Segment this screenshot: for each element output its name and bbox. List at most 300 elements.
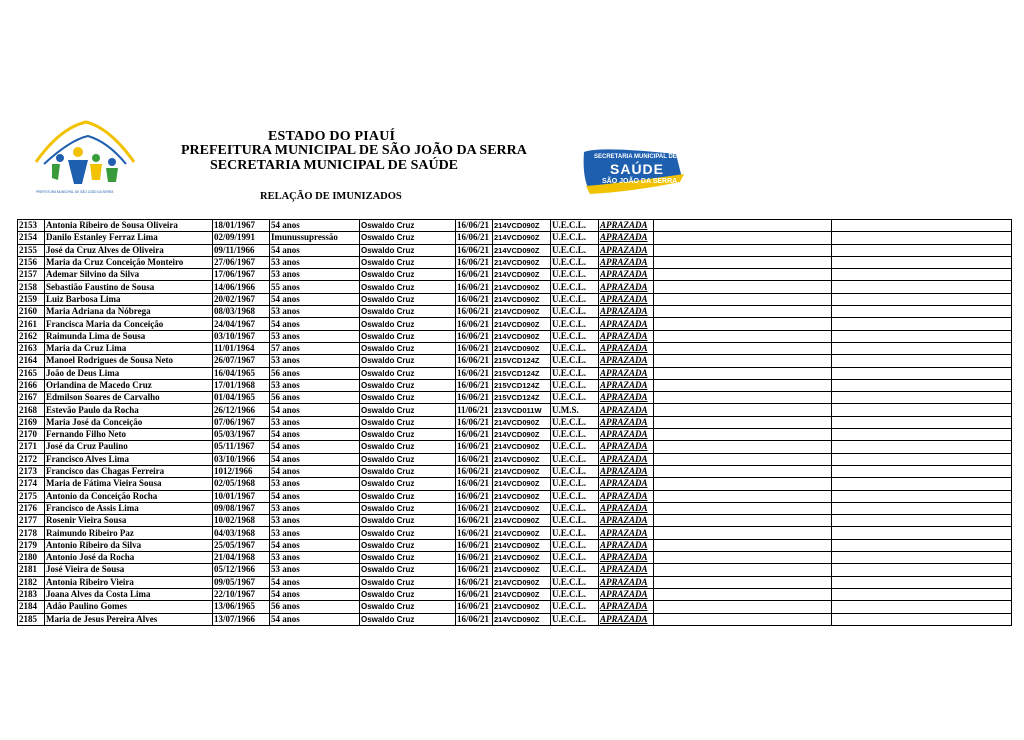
birth-date: 24/04/1967: [213, 318, 270, 330]
empty-cell: [654, 318, 832, 330]
age-group: 57 anos: [270, 342, 360, 354]
vaccination-site: Oswaldo Cruz: [360, 502, 456, 514]
empty-cell: [832, 342, 1012, 354]
row-number: 2161: [18, 318, 45, 330]
patient-name: Maria da Cruz Conceição Monteiro: [45, 256, 213, 268]
health-unit: U.E.C.L.: [551, 552, 599, 564]
empty-cell: [832, 441, 1012, 453]
vaccination-date: 16/06/21: [456, 416, 493, 428]
age-group: 53 anos: [270, 330, 360, 342]
row-number: 2174: [18, 478, 45, 490]
birth-date: 26/12/1966: [213, 404, 270, 416]
patient-name: Maria de Fátima Vieira Sousa: [45, 478, 213, 490]
row-number: 2185: [18, 613, 45, 625]
table-row: [18, 527, 1012, 539]
vaccine-lot: 214VCD090Z: [493, 232, 551, 244]
health-unit: U.E.C.L.: [551, 588, 599, 600]
age-group: 54 anos: [270, 490, 360, 502]
empty-cell: [832, 392, 1012, 404]
prefeitura-logo-icon: [30, 118, 142, 198]
age-group: 54 anos: [270, 539, 360, 551]
status-label: APRAZADA: [599, 601, 654, 613]
patient-name: Edmilson Soares de Carvalho: [45, 392, 213, 404]
age-group: 54 anos: [270, 441, 360, 453]
table-row: [18, 588, 1012, 600]
header-relacao: RELAÇÃO DE IMUNIZADOS: [260, 191, 402, 202]
vaccination-date: 16/06/21: [456, 588, 493, 600]
status-label: APRAZADA: [599, 527, 654, 539]
health-unit: U.E.C.L.: [551, 379, 599, 391]
vaccination-site: Oswaldo Cruz: [360, 588, 456, 600]
table-row: [18, 256, 1012, 268]
table-row: [18, 367, 1012, 379]
vaccination-site: Oswaldo Cruz: [360, 318, 456, 330]
patient-name: Antonio da Conceição Rocha: [45, 490, 213, 502]
patient-name: Manoel Rodrigues de Sousa Neto: [45, 355, 213, 367]
vaccination-date: 16/06/21: [456, 232, 493, 244]
age-group: 53 anos: [270, 527, 360, 539]
table-row: [18, 465, 1012, 477]
status-label: APRAZADA: [599, 453, 654, 465]
imunizados-table: [17, 219, 1012, 626]
header-prefeitura: PREFEITURA MUNICIPAL DE SÃO JOÃO DA SERRA: [181, 143, 527, 158]
vaccination-date: 16/06/21: [456, 490, 493, 502]
age-group: 53 anos: [270, 355, 360, 367]
birth-date: 1012/1966: [213, 465, 270, 477]
empty-cell: [832, 588, 1012, 600]
vaccination-date: 16/06/21: [456, 515, 493, 527]
status-label: APRAZADA: [599, 613, 654, 625]
age-group: 55 anos: [270, 281, 360, 293]
empty-cell: [654, 404, 832, 416]
vaccine-lot: 213VCD011W: [493, 404, 551, 416]
patient-name: Rosenir Vieira Sousa: [45, 515, 213, 527]
vaccine-lot: 215VCD124Z: [493, 392, 551, 404]
patient-name: Estevão Paulo da Rocha: [45, 404, 213, 416]
patient-name: João de Deus Lima: [45, 367, 213, 379]
vaccination-site: Oswaldo Cruz: [360, 256, 456, 268]
table-row: [18, 613, 1012, 625]
health-unit: U.E.C.L.: [551, 244, 599, 256]
vaccination-date: 16/06/21: [456, 429, 493, 441]
age-group: 53 anos: [270, 306, 360, 318]
status-label: APRAZADA: [599, 281, 654, 293]
health-unit: U.E.C.L.: [551, 281, 599, 293]
empty-cell: [832, 490, 1012, 502]
patient-name: Antonio Ribeiro da Silva: [45, 539, 213, 551]
logo-line2: SAÚDE: [610, 161, 665, 177]
age-group: 54 anos: [270, 588, 360, 600]
empty-cell: [654, 515, 832, 527]
patient-name: Joana Alves da Costa Lima: [45, 588, 213, 600]
vaccination-date: 16/06/21: [456, 441, 493, 453]
patient-name: Adão Paulino Gomes: [45, 601, 213, 613]
patient-name: Raimundo Ribeiro Paz: [45, 527, 213, 539]
row-number: 2167: [18, 392, 45, 404]
patient-name: José Vieira de Sousa: [45, 564, 213, 576]
vaccine-lot: 214VCD090Z: [493, 502, 551, 514]
patient-name: Antonio José da Rocha: [45, 552, 213, 564]
vaccination-site: Oswaldo Cruz: [360, 404, 456, 416]
birth-date: 17/01/1968: [213, 379, 270, 391]
patient-name: Danilo Estanley Ferraz Lima: [45, 232, 213, 244]
age-group: 56 anos: [270, 367, 360, 379]
vaccination-date: 16/06/21: [456, 392, 493, 404]
birth-date: 08/03/1968: [213, 306, 270, 318]
imunizados-table-body: [18, 220, 1012, 626]
birth-date: 21/04/1968: [213, 552, 270, 564]
row-number: 2177: [18, 515, 45, 527]
birth-date: 26/07/1967: [213, 355, 270, 367]
empty-cell: [832, 539, 1012, 551]
table-row: [18, 515, 1012, 527]
empty-cell: [832, 515, 1012, 527]
vaccination-site: Oswaldo Cruz: [360, 416, 456, 428]
empty-cell: [832, 281, 1012, 293]
empty-cell: [832, 552, 1012, 564]
vaccination-site: Oswaldo Cruz: [360, 576, 456, 588]
health-unit: U.E.C.L.: [551, 613, 599, 625]
age-group: 54 anos: [270, 244, 360, 256]
table-row: [18, 416, 1012, 428]
vaccination-site: Oswaldo Cruz: [360, 539, 456, 551]
vaccine-lot: 214VCD090Z: [493, 256, 551, 268]
health-unit: U.E.C.L.: [551, 441, 599, 453]
status-label: APRAZADA: [599, 256, 654, 268]
patient-name: Francisco das Chagas Ferreira: [45, 465, 213, 477]
vaccination-date: 16/06/21: [456, 306, 493, 318]
empty-cell: [654, 552, 832, 564]
status-label: APRAZADA: [599, 490, 654, 502]
health-unit: U.E.C.L.: [551, 478, 599, 490]
age-group: 53 anos: [270, 256, 360, 268]
vaccine-lot: 214VCD090Z: [493, 515, 551, 527]
status-label: APRAZADA: [599, 355, 654, 367]
vaccination-site: Oswaldo Cruz: [360, 478, 456, 490]
vaccination-site: Oswaldo Cruz: [360, 564, 456, 576]
vaccine-lot: 215VCD124Z: [493, 367, 551, 379]
status-label: APRAZADA: [599, 244, 654, 256]
row-number: 2155: [18, 244, 45, 256]
row-number: 2175: [18, 490, 45, 502]
table-row: [18, 342, 1012, 354]
vaccination-date: 16/06/21: [456, 453, 493, 465]
age-group: 54 anos: [270, 465, 360, 477]
header-estado: ESTADO DO PIAUÍ: [268, 129, 396, 144]
table-row: [18, 552, 1012, 564]
vaccine-lot: 214VCD090Z: [493, 429, 551, 441]
age-group: 53 anos: [270, 416, 360, 428]
vaccination-site: Oswaldo Cruz: [360, 392, 456, 404]
status-label: APRAZADA: [599, 515, 654, 527]
status-label: APRAZADA: [599, 306, 654, 318]
vaccine-lot: 214VCD090Z: [493, 490, 551, 502]
empty-cell: [832, 244, 1012, 256]
empty-cell: [654, 527, 832, 539]
health-unit: U.E.C.L.: [551, 355, 599, 367]
status-label: APRAZADA: [599, 478, 654, 490]
table-row: [18, 392, 1012, 404]
empty-cell: [832, 502, 1012, 514]
empty-cell: [832, 601, 1012, 613]
birth-date: 09/08/1967: [213, 502, 270, 514]
vaccination-site: Oswaldo Cruz: [360, 527, 456, 539]
status-label: APRAZADA: [599, 367, 654, 379]
row-number: 2173: [18, 465, 45, 477]
row-number: 2154: [18, 232, 45, 244]
status-label: APRAZADA: [599, 465, 654, 477]
table-row: [18, 539, 1012, 551]
vaccination-site: Oswaldo Cruz: [360, 441, 456, 453]
row-number: 2171: [18, 441, 45, 453]
vaccination-date: 16/06/21: [456, 564, 493, 576]
status-label: APRAZADA: [599, 293, 654, 305]
birth-date: 01/04/1965: [213, 392, 270, 404]
patient-name: José da Cruz Alves de Oliveira: [45, 244, 213, 256]
table-row: [18, 601, 1012, 613]
table-row: [18, 293, 1012, 305]
empty-cell: [654, 564, 832, 576]
table-row: [18, 220, 1012, 232]
status-label: APRAZADA: [599, 392, 654, 404]
patient-name: Maria de Jesus Pereira Alves: [45, 613, 213, 625]
health-unit: U.E.C.L.: [551, 330, 599, 342]
empty-cell: [654, 601, 832, 613]
health-unit: U.E.C.L.: [551, 453, 599, 465]
birth-date: 20/02/1967: [213, 293, 270, 305]
birth-date: 11/01/1964: [213, 342, 270, 354]
health-unit: U.E.C.L.: [551, 576, 599, 588]
vaccine-lot: 214VCD090Z: [493, 293, 551, 305]
vaccine-lot: 214VCD090Z: [493, 330, 551, 342]
secretaria-saude-logo: [580, 148, 690, 198]
vaccine-lot: 214VCD090Z: [493, 576, 551, 588]
age-group: 53 anos: [270, 552, 360, 564]
table-row: [18, 564, 1012, 576]
birth-date: 05/03/1967: [213, 429, 270, 441]
table-row: [18, 429, 1012, 441]
prefeitura-logo-caption: PREFEITURA MUNICIPAL DE SÃO JOÃO DA SERRA: [36, 190, 114, 194]
vaccination-site: Oswaldo Cruz: [360, 367, 456, 379]
vaccination-date: 16/06/21: [456, 552, 493, 564]
row-number: 2168: [18, 404, 45, 416]
empty-cell: [832, 232, 1012, 244]
age-group: 56 anos: [270, 601, 360, 613]
vaccine-lot: 214VCD090Z: [493, 342, 551, 354]
birth-date: 09/11/1966: [213, 244, 270, 256]
vaccination-date: 16/06/21: [456, 379, 493, 391]
vaccine-lot: 214VCD090Z: [493, 478, 551, 490]
vaccination-site: Oswaldo Cruz: [360, 220, 456, 232]
health-unit: U.E.C.L.: [551, 502, 599, 514]
status-label: APRAZADA: [599, 564, 654, 576]
empty-cell: [832, 379, 1012, 391]
vaccination-site: Oswaldo Cruz: [360, 490, 456, 502]
health-unit: U.E.C.L.: [551, 416, 599, 428]
vaccine-lot: 214VCD090Z: [493, 416, 551, 428]
status-label: APRAZADA: [599, 539, 654, 551]
table-row: [18, 490, 1012, 502]
patient-name: Francisco de Assis Lima: [45, 502, 213, 514]
empty-cell: [654, 613, 832, 625]
empty-cell: [832, 256, 1012, 268]
birth-date: 10/02/1968: [213, 515, 270, 527]
age-group: 53 anos: [270, 269, 360, 281]
birth-date: 02/05/1968: [213, 478, 270, 490]
row-number: 2162: [18, 330, 45, 342]
logo-line1: SECRETARIA MUNICIPAL DE: [594, 154, 677, 160]
patient-name: Antonia Ribeiro de Sousa Oliveira: [45, 220, 213, 232]
row-number: 2178: [18, 527, 45, 539]
vaccine-lot: 214VCD090Z: [493, 220, 551, 232]
table-row: [18, 244, 1012, 256]
health-unit: U.E.C.L.: [551, 367, 599, 379]
row-number: 2158: [18, 281, 45, 293]
vaccine-lot: 214VCD090Z: [493, 588, 551, 600]
vaccination-site: Oswaldo Cruz: [360, 244, 456, 256]
health-unit: U.E.C.L.: [551, 256, 599, 268]
health-unit: U.M.S.: [551, 404, 599, 416]
status-label: APRAZADA: [599, 232, 654, 244]
vaccine-lot: 215VCD124Z: [493, 379, 551, 391]
patient-name: Luiz Barbosa Lima: [45, 293, 213, 305]
vaccination-site: Oswaldo Cruz: [360, 269, 456, 281]
empty-cell: [654, 232, 832, 244]
empty-cell: [654, 416, 832, 428]
vaccine-lot: 214VCD090Z: [493, 306, 551, 318]
status-label: APRAZADA: [599, 576, 654, 588]
vaccine-lot: 214VCD090Z: [493, 613, 551, 625]
age-group: 54 anos: [270, 404, 360, 416]
status-label: APRAZADA: [599, 379, 654, 391]
row-number: 2164: [18, 355, 45, 367]
vaccination-site: Oswaldo Cruz: [360, 355, 456, 367]
age-group: 54 anos: [270, 453, 360, 465]
health-unit: U.E.C.L.: [551, 232, 599, 244]
status-label: APRAZADA: [599, 588, 654, 600]
vaccine-lot: 214VCD090Z: [493, 601, 551, 613]
vaccination-site: Oswaldo Cruz: [360, 232, 456, 244]
empty-cell: [654, 330, 832, 342]
row-number: 2159: [18, 293, 45, 305]
row-number: 2181: [18, 564, 45, 576]
vaccination-date: 16/06/21: [456, 502, 493, 514]
patient-name: Sebastião Faustino de Sousa: [45, 281, 213, 293]
empty-cell: [832, 613, 1012, 625]
vaccination-site: Oswaldo Cruz: [360, 330, 456, 342]
status-label: APRAZADA: [599, 220, 654, 232]
health-unit: U.E.C.L.: [551, 515, 599, 527]
patient-name: Fernando Filho Neto: [45, 429, 213, 441]
empty-cell: [654, 355, 832, 367]
status-label: APRAZADA: [599, 404, 654, 416]
empty-cell: [654, 453, 832, 465]
table-row: [18, 281, 1012, 293]
row-number: 2166: [18, 379, 45, 391]
vaccination-site: Oswaldo Cruz: [360, 601, 456, 613]
status-label: APRAZADA: [599, 269, 654, 281]
birth-date: 03/10/1967: [213, 330, 270, 342]
patient-name: Maria Adriana da Nóbrega: [45, 306, 213, 318]
health-unit: U.E.C.L.: [551, 220, 599, 232]
status-label: APRAZADA: [599, 441, 654, 453]
health-unit: U.E.C.L.: [551, 564, 599, 576]
birth-date: 27/06/1967: [213, 256, 270, 268]
age-group: 54 anos: [270, 429, 360, 441]
row-number: 2183: [18, 588, 45, 600]
vaccination-site: Oswaldo Cruz: [360, 342, 456, 354]
empty-cell: [654, 306, 832, 318]
birth-date: 09/05/1967: [213, 576, 270, 588]
empty-cell: [654, 502, 832, 514]
vaccination-site: Oswaldo Cruz: [360, 429, 456, 441]
vaccination-date: 16/06/21: [456, 330, 493, 342]
row-number: 2160: [18, 306, 45, 318]
age-group: 54 anos: [270, 576, 360, 588]
empty-cell: [654, 490, 832, 502]
vaccination-site: Oswaldo Cruz: [360, 465, 456, 477]
age-group: 53 anos: [270, 564, 360, 576]
logo-line3: SÃO JOÃO DA SERRA: [602, 178, 678, 185]
table-row: [18, 502, 1012, 514]
vaccine-lot: 215VCD124Z: [493, 355, 551, 367]
vaccination-site: Oswaldo Cruz: [360, 281, 456, 293]
empty-cell: [654, 220, 832, 232]
birth-date: 07/06/1967: [213, 416, 270, 428]
birth-date: 16/04/1965: [213, 367, 270, 379]
status-label: APRAZADA: [599, 342, 654, 354]
row-number: 2165: [18, 367, 45, 379]
row-number: 2157: [18, 269, 45, 281]
table-row: [18, 478, 1012, 490]
age-group: 56 anos: [270, 392, 360, 404]
empty-cell: [832, 220, 1012, 232]
row-number: 2156: [18, 256, 45, 268]
empty-cell: [654, 367, 832, 379]
birth-date: 17/06/1967: [213, 269, 270, 281]
empty-cell: [654, 256, 832, 268]
status-label: APRAZADA: [599, 330, 654, 342]
vaccine-lot: 214VCD090Z: [493, 441, 551, 453]
health-unit: U.E.C.L.: [551, 527, 599, 539]
row-number: 2163: [18, 342, 45, 354]
table-row: [18, 269, 1012, 281]
vaccination-date: 16/06/21: [456, 613, 493, 625]
health-unit: U.E.C.L.: [551, 465, 599, 477]
age-group: 53 anos: [270, 502, 360, 514]
empty-cell: [832, 527, 1012, 539]
empty-cell: [654, 465, 832, 477]
vaccination-date: 16/06/21: [456, 342, 493, 354]
row-number: 2182: [18, 576, 45, 588]
health-unit: U.E.C.L.: [551, 269, 599, 281]
birth-date: 02/09/1991: [213, 232, 270, 244]
patient-name: Antonia Ribeiro Vieira: [45, 576, 213, 588]
empty-cell: [832, 318, 1012, 330]
table-row: [18, 576, 1012, 588]
birth-date: 18/01/1967: [213, 220, 270, 232]
vaccination-site: Oswaldo Cruz: [360, 379, 456, 391]
row-number: 2176: [18, 502, 45, 514]
health-unit: U.E.C.L.: [551, 306, 599, 318]
status-label: APRAZADA: [599, 552, 654, 564]
table-row: [18, 355, 1012, 367]
empty-cell: [832, 404, 1012, 416]
vaccine-lot: 214VCD090Z: [493, 465, 551, 477]
row-number: 2170: [18, 429, 45, 441]
vaccination-site: Oswaldo Cruz: [360, 552, 456, 564]
empty-cell: [832, 478, 1012, 490]
